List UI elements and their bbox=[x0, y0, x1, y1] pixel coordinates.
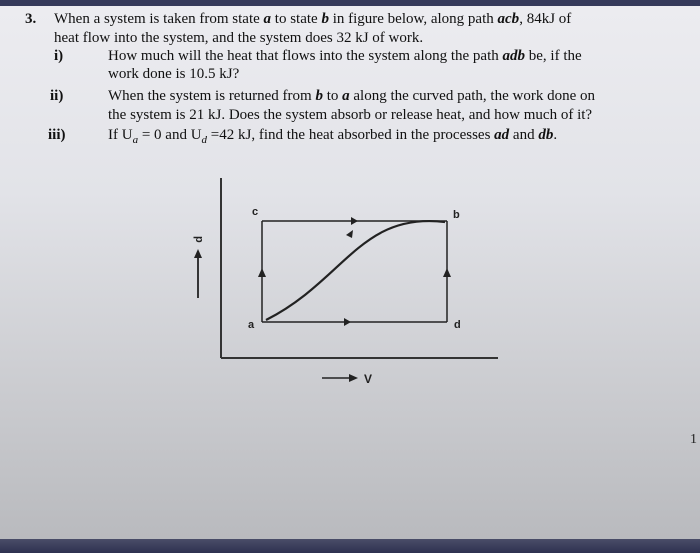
page-number: 1 bbox=[690, 432, 697, 447]
v-axis-arrow-head bbox=[349, 374, 358, 382]
part-ii-marker: ii) bbox=[50, 88, 64, 104]
label-b: b bbox=[453, 209, 460, 221]
label-a: a bbox=[248, 319, 255, 331]
curved-path bbox=[266, 221, 445, 320]
label-d: d bbox=[454, 319, 461, 331]
part-i-line1: How much will the heat that flows into the system along the path adb be, if the bbox=[108, 48, 582, 64]
part-i-line2: work done is 10.5 kJ? bbox=[108, 66, 240, 82]
question-intro-line1: When a system is taken from state a to state b in figure below, along path acb, 84kJ of bbox=[54, 11, 572, 27]
arrow-cb bbox=[351, 217, 358, 225]
arrow-ac bbox=[258, 268, 266, 277]
part-ii-line2: the system is 21 kJ. Does the system absorb or release heat, and how much of it? bbox=[108, 107, 593, 123]
axis-label-v: V bbox=[364, 372, 373, 386]
arrow-curve bbox=[346, 230, 353, 238]
arrow-ad bbox=[344, 318, 351, 326]
part-iii-marker: iii) bbox=[48, 127, 66, 143]
part-i-marker: i) bbox=[54, 48, 64, 64]
part-ii-line1: When the system is returned from b to a along the curved path, the work done on bbox=[108, 88, 595, 104]
question-number: 3. bbox=[25, 11, 37, 27]
label-c: c bbox=[252, 206, 259, 218]
question-intro-line2: heat flow into the system, and the system does 32 kJ of work. bbox=[54, 30, 424, 46]
arrow-db bbox=[443, 268, 451, 277]
axis-label-p: p bbox=[193, 236, 205, 243]
p-axis-arrow-head bbox=[194, 249, 202, 258]
part-iii-line1: If $U_a = 0$ and $U_d =42$ kJ, find the heat absorbed in the processes ad and db. bbox=[108, 127, 558, 146]
